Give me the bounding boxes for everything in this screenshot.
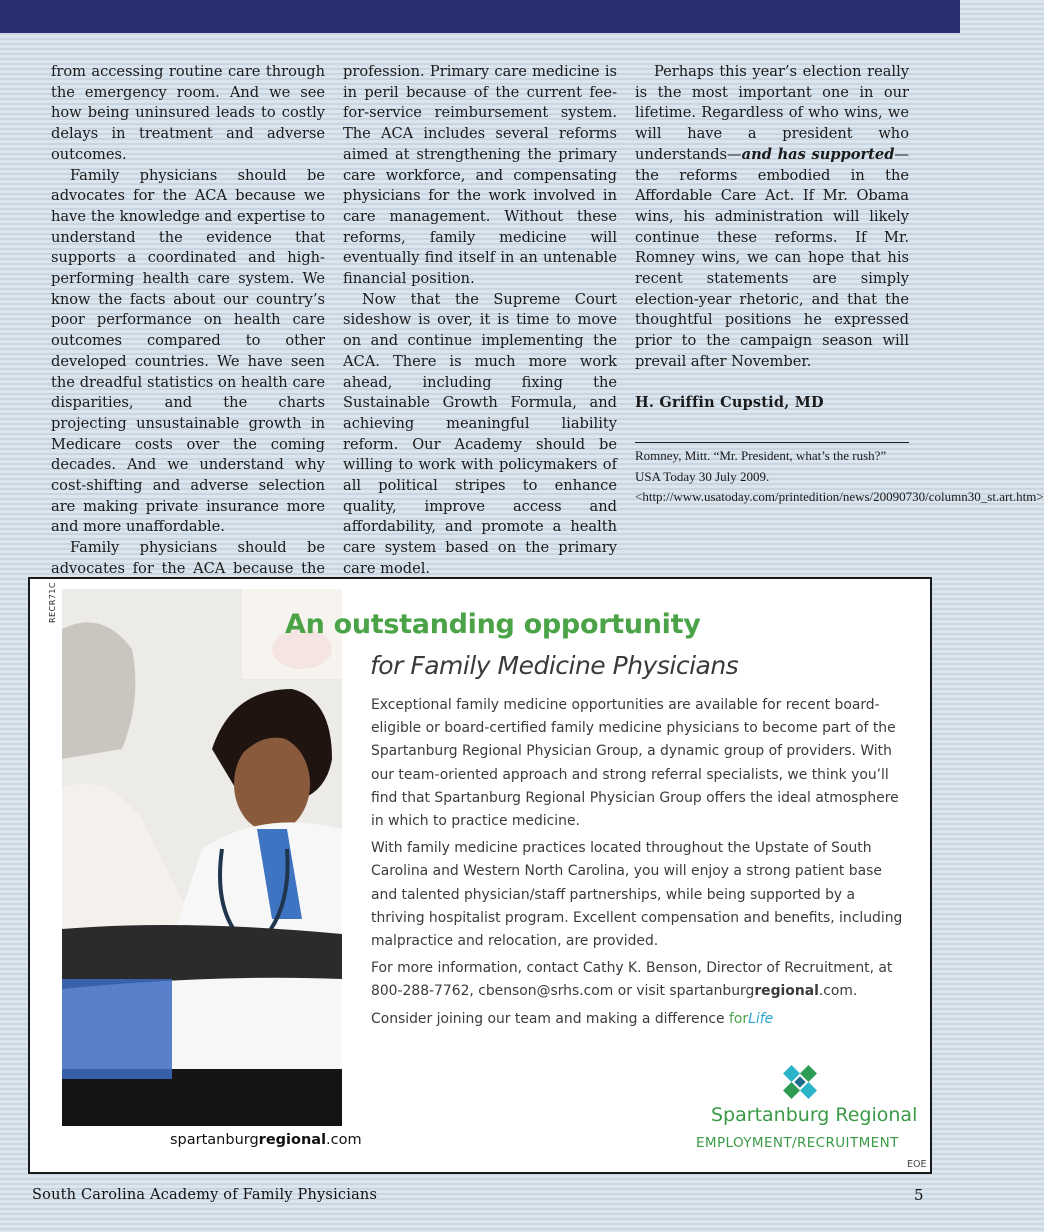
page-number: 5 [914, 1186, 924, 1204]
ad-subheadline: for Family Medicine Physicians [370, 651, 739, 680]
forlife-tagline [729, 1011, 773, 1027]
article-paragraph: Family physicians should be advocates for the ACA because we have the knowledge and expertise to understand the evidence that supports a coordinated and high-performing health care system. We know the facts about our country’s poor performance on health care outcomes compared to other developed countries. We have seen the dreadful statistics on health care disparities, and the charts projecting unsustainable growth in Medicare costs over the coming decades. And we understand why cost-shifting and adverse selection are making private insurance more and more unaffordable. [51, 166, 325, 536]
ad-closing [371, 1008, 906, 1031]
article-paragraph [635, 62, 909, 373]
contact-bold-text: regional [754, 983, 819, 1000]
url-part: .com [326, 1132, 362, 1148]
ad-paragraph: Exceptional family medicine opportunities are available for recent board-eligible or board-certified family medicine physicians to become part of the Spartanburg Regional Physician Group, a dynamic group of providers. With our team-oriented approach and strong referral specialists, we think you’ll find that Spartanburg Regional Physician Group offers the ideal atmosphere in which to practice medicine. [371, 697, 899, 830]
paragraph-text: Perhaps this year’s election really is the most important one in our lifetime. Regardless of who wins, we will have a president who understands— [635, 63, 909, 163]
article-column-2 [343, 62, 617, 580]
tagline-life: Life [748, 1010, 774, 1027]
doctor-patient-photo [62, 589, 342, 1126]
footer-organization: South Carolina Academy of Family Physicians [32, 1187, 378, 1203]
brand-subtitle: EMPLOYMENT/RECRUITMENT [696, 1135, 899, 1151]
ad-headline: An outstanding opportunity [285, 609, 701, 640]
reference-citation: Romney, Mitt. “Mr. President, what’s the rush?” USA Today 30 July 2009. <http://www.usatoday.com/printedition/news/20090730/column30_st.art.htm> [635, 448, 1044, 505]
author-signature: H. Griffin Cupstid, MD [635, 393, 824, 411]
ad-paragraph: With family medicine practices located throughout the Upstate of South Carolina and Western North Carolina, you will enjoy a strong patient base and talented physician/staff partnerships, while being supported by a thriving hospitalist program. Excellent compensation and benefits, including malpractice and relocation, are provided. [371, 840, 903, 950]
article-column-3 [635, 62, 1044, 508]
recruitment-advertisement [28, 577, 932, 1174]
reference-divider [635, 442, 909, 443]
article-paragraph: Now that the Supreme Court sideshow is over, it is time to move on and continue implementing the ACA. There is much more work ahead, including fixing the Sustainable Growth Formula, and achieving meaningful liability reform. Our Academy should be willing to work with policymakers of all political stripes to enhance quality, improve access and affordability, and promote a health care system based on the primary care model. [343, 290, 617, 577]
paragraph-text: —the reforms embodied in the Affordable Care Act. If Mr. Obama wins, his administration will likely continue these reforms. If Mr. Romney wins, we can hope that his recent statements are simply election-year rhetoric, and that the thoughtful positions he expressed prior to the campaign season will prevail after November. [635, 145, 909, 370]
eoe-label: EOE [907, 1159, 927, 1170]
article-paragraph: profession. Primary care medicine is in peril because of the current fee-for-service reimbursement system. The ACA includes several reforms aimed at strengthening the primary care workforce, and compensating physicians for the work involved in care management. Without these reforms, family medicine will eventually find itself in an untenable financial position. [343, 63, 617, 288]
brand-name: Spartanburg Regional [711, 1104, 918, 1126]
top-banner [0, 0, 960, 33]
url-bold-part: regional [258, 1132, 327, 1148]
url-part: spartanburg [170, 1132, 259, 1148]
closing-text: Consider joining our team and making a difference [371, 1010, 729, 1027]
logo-shape [780, 1062, 820, 1102]
ad-body [371, 694, 906, 1035]
article-column-1 [51, 62, 325, 600]
emphasis-text: and has supported [741, 145, 895, 163]
website-url[interactable] [170, 1132, 362, 1148]
contact-text: .com. [818, 983, 858, 1000]
spartanburg-logo-icon [780, 1062, 820, 1102]
tagline-for: for [729, 1010, 749, 1027]
article-paragraph: from accessing routine care through the emergency room. And we see how being uninsured leads to costly delays in treatment and adverse outcomes. [51, 63, 325, 163]
photo-illustration [62, 589, 342, 1126]
contact-text: For more information, contact Cathy K. Benson, Director of Recruitment, at 800-288-7762, cbenson@srhs.com or visit spartanburg [371, 960, 893, 1000]
article-paragraph: Family physicians should be advocates for the ACA because the [51, 539, 325, 577]
ad-contact [371, 957, 906, 1003]
ad-code: RECR71C [48, 581, 57, 623]
